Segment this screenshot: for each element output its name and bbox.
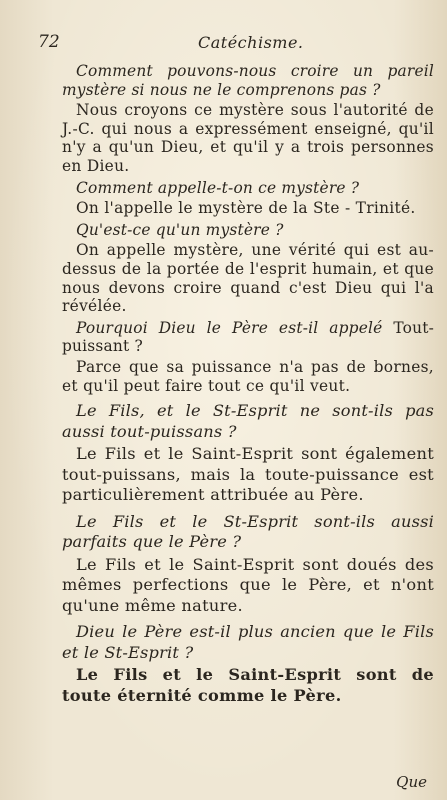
answer-4: Parce que sa puissance n'a pas de bornes, et qu'il peut faire tout ce qu'il veut. xyxy=(62,357,434,395)
question-3: Qu'est-ce qu'un mystère ? xyxy=(76,220,284,239)
page-header xyxy=(38,32,428,56)
question-7: Dieu le Père est-il plus ancien que le Fils et le St-Esprit ? xyxy=(62,622,434,662)
question-5: Le Fils, et le St-Esprit ne sont-ils pas aussi tout-puissans ? xyxy=(62,401,434,441)
answer-7: Le Fils et le Saint-Esprit sont de toute éternité comme le Père. xyxy=(62,665,434,705)
question-1: Comment pouvons-nous croire un pareil mystère si nous ne le comprenons pas ? xyxy=(62,62,434,99)
answer-6: Le Fils et le Saint-Esprit sont doués des mêmes perfections que le Père, et n'ont qu'une même nature. xyxy=(62,554,434,615)
body-text xyxy=(62,62,434,709)
question-2: Comment appelle-t-on ce mystère ? xyxy=(76,178,360,197)
answer-5: Le Fils et le Saint-Esprit sont également tout-puissans, mais la toute-puissance est particulièrement attribuée au Père. xyxy=(62,444,434,505)
page-number: 72 xyxy=(38,32,60,52)
question-6: Le Fils et le St-Esprit sont-ils aussi parfaits que le Père ? xyxy=(62,511,434,552)
question-4-italic: Pourquoi Dieu le Père est-il appelé xyxy=(76,318,383,337)
lower-section xyxy=(62,401,434,706)
answer-3: On appelle mystère, une vérité qui est au-dessus de la portée de l'esprit humain, et que nous devons croire quand c'est Dieu qui l'a révélée. xyxy=(62,241,434,316)
answer-2: On l'appelle le mystère de la Ste - Trinité. xyxy=(76,199,416,218)
answer-1: Nous croyons ce mystère sous l'autorité de J.-C. qui nous a expressément enseigné, qu'il n'y a qu'un Dieu, et qu'il y a trois personnes en Dieu. xyxy=(62,101,434,175)
question-4-plain: Tout-puissant ? xyxy=(62,318,434,356)
question-4 xyxy=(62,319,434,356)
running-head: Catéchisme. xyxy=(198,33,304,52)
catchword: Que xyxy=(396,773,427,791)
